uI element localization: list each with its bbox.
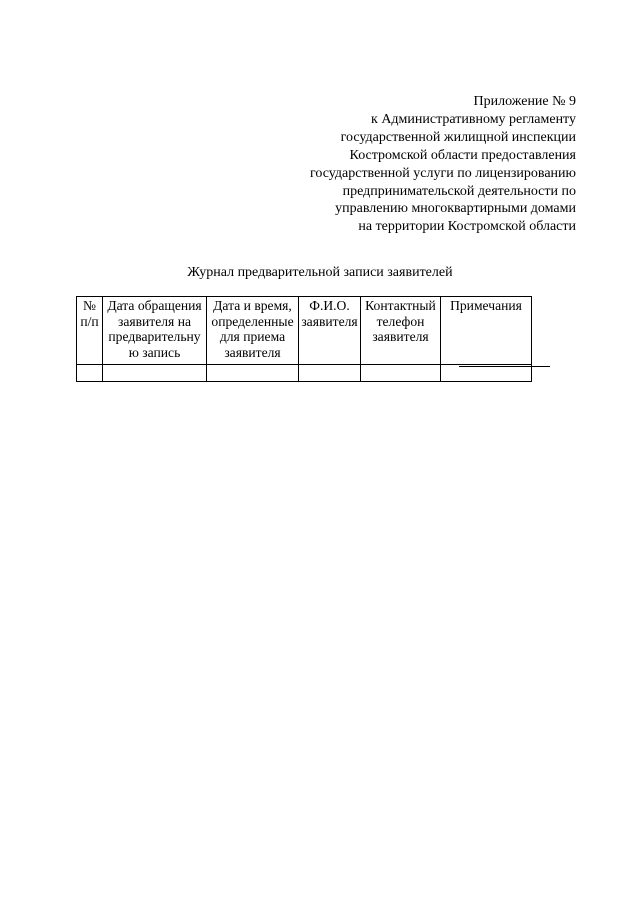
column-header-request-date: Дата обращения заявителя на предварительну ю запись bbox=[103, 297, 207, 365]
appendix-line: предпринимательской деятельности по bbox=[342, 183, 576, 199]
appendix-line: государственной услуги по лицензированию bbox=[310, 165, 576, 181]
column-header-contact-phone: Контактный телефон заявителя bbox=[361, 297, 441, 365]
table-cell bbox=[207, 365, 299, 382]
appendix-line: к Административному регламенту bbox=[371, 111, 576, 127]
journal-table bbox=[76, 296, 532, 382]
notes-column-rule bbox=[459, 366, 550, 367]
table-header-row bbox=[77, 297, 532, 365]
journal-title: Журнал предварительной записи заявителей bbox=[187, 265, 453, 280]
appendix-line: государственной жилищной инспекции bbox=[340, 129, 576, 145]
appendix-header bbox=[256, 93, 576, 236]
table-cell bbox=[299, 365, 361, 382]
appendix-line: управлению многоквартирными домами bbox=[335, 201, 576, 217]
column-header-appointment-datetime: Дата и время, определенные для приема заявителя bbox=[207, 297, 299, 365]
table-cell bbox=[77, 365, 103, 382]
appendix-line: Костромской области предоставления bbox=[349, 147, 576, 163]
column-header-notes: Примечания bbox=[441, 297, 532, 365]
appendix-line: на территории Костромской области bbox=[358, 219, 576, 235]
table-cell bbox=[361, 365, 441, 382]
table-row bbox=[77, 365, 532, 382]
table-cell bbox=[441, 365, 532, 382]
column-header-applicant-name: Ф.И.О. заявителя bbox=[299, 297, 361, 365]
column-header-number: № п/п bbox=[77, 297, 103, 365]
appendix-line-number: Приложение № 9 bbox=[473, 94, 576, 109]
table-cell bbox=[103, 365, 207, 382]
